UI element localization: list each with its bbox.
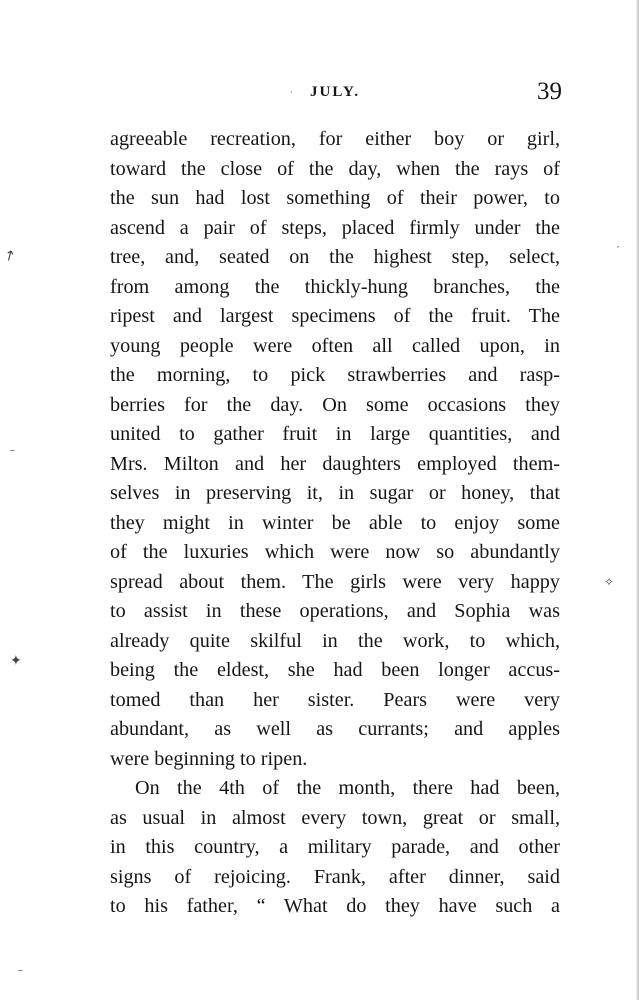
text-line: selves in preserving it, in sugar or honey, that [110,482,560,504]
text-line: Mrs. Milton and her daughters employed them- [110,452,560,475]
ink-speck-icon: ↗ [0,246,19,266]
text-line: tomed than her sister. Pears were very [110,688,560,711]
text-line: to assist in these operations, and Sophia was [110,600,560,622]
text-line: they might in winter be able to enjoy some [110,511,560,534]
text-line: being the eldest, she had been longer accus- [110,659,560,681]
ink-speck-icon: ✧ [604,575,615,589]
running-head [110,78,562,108]
text-line: from among the thickly-hung branches, the [110,275,560,298]
running-title: JULY. [310,84,361,100]
text-line: ascend a pair of steps, placed firmly under the [110,216,560,239]
paragraph-start-line: On the 4th of the month, there had been, [135,777,560,799]
ink-speck-icon: ′ [617,245,620,256]
text-line: to his father, “ What do they have such a [110,895,560,917]
text-line: tree, and, seated on the highest step, select, [110,246,560,268]
text-line: the morning, to pick strawberries and rasp- [110,364,560,386]
text-line: were beginning to ripen. [110,747,308,770]
text-line: toward the close of the day, when the rays of [110,157,560,180]
text-line: of the luxuries which were now so abundantly [110,541,560,563]
text-line: as usual in almost every town, great or small, [110,806,560,829]
text-line: already quite skilful in the work, to which, [110,629,560,652]
text-line: ripest and largest specimens of the fruit. The [110,305,560,327]
text-line: young people were often all called upon, in [110,334,560,357]
text-line: the sun had lost something of their power, to [110,187,560,209]
ink-speck-icon: · [290,88,293,97]
ink-speck-icon: – [18,965,23,976]
ink-speck-icon: ✦ [10,653,22,669]
text-line: spread about them. The girls were very happy [110,570,560,593]
ink-speck-icon: – [10,445,15,456]
text-line: in this country, a military parade, and other [110,836,560,858]
body-text [110,125,560,922]
page-number: 39 [537,78,562,105]
text-line: berries for the day. On some occasions they [110,393,560,416]
text-line: united to gather fruit in large quantities, and [110,423,560,445]
text-line: signs of rejoicing. Frank, after dinner, said [110,865,560,888]
text-line: agreeable recreation, for either boy or girl, [110,128,560,150]
text-line: abundant, as well as currants; and apples [110,718,560,740]
